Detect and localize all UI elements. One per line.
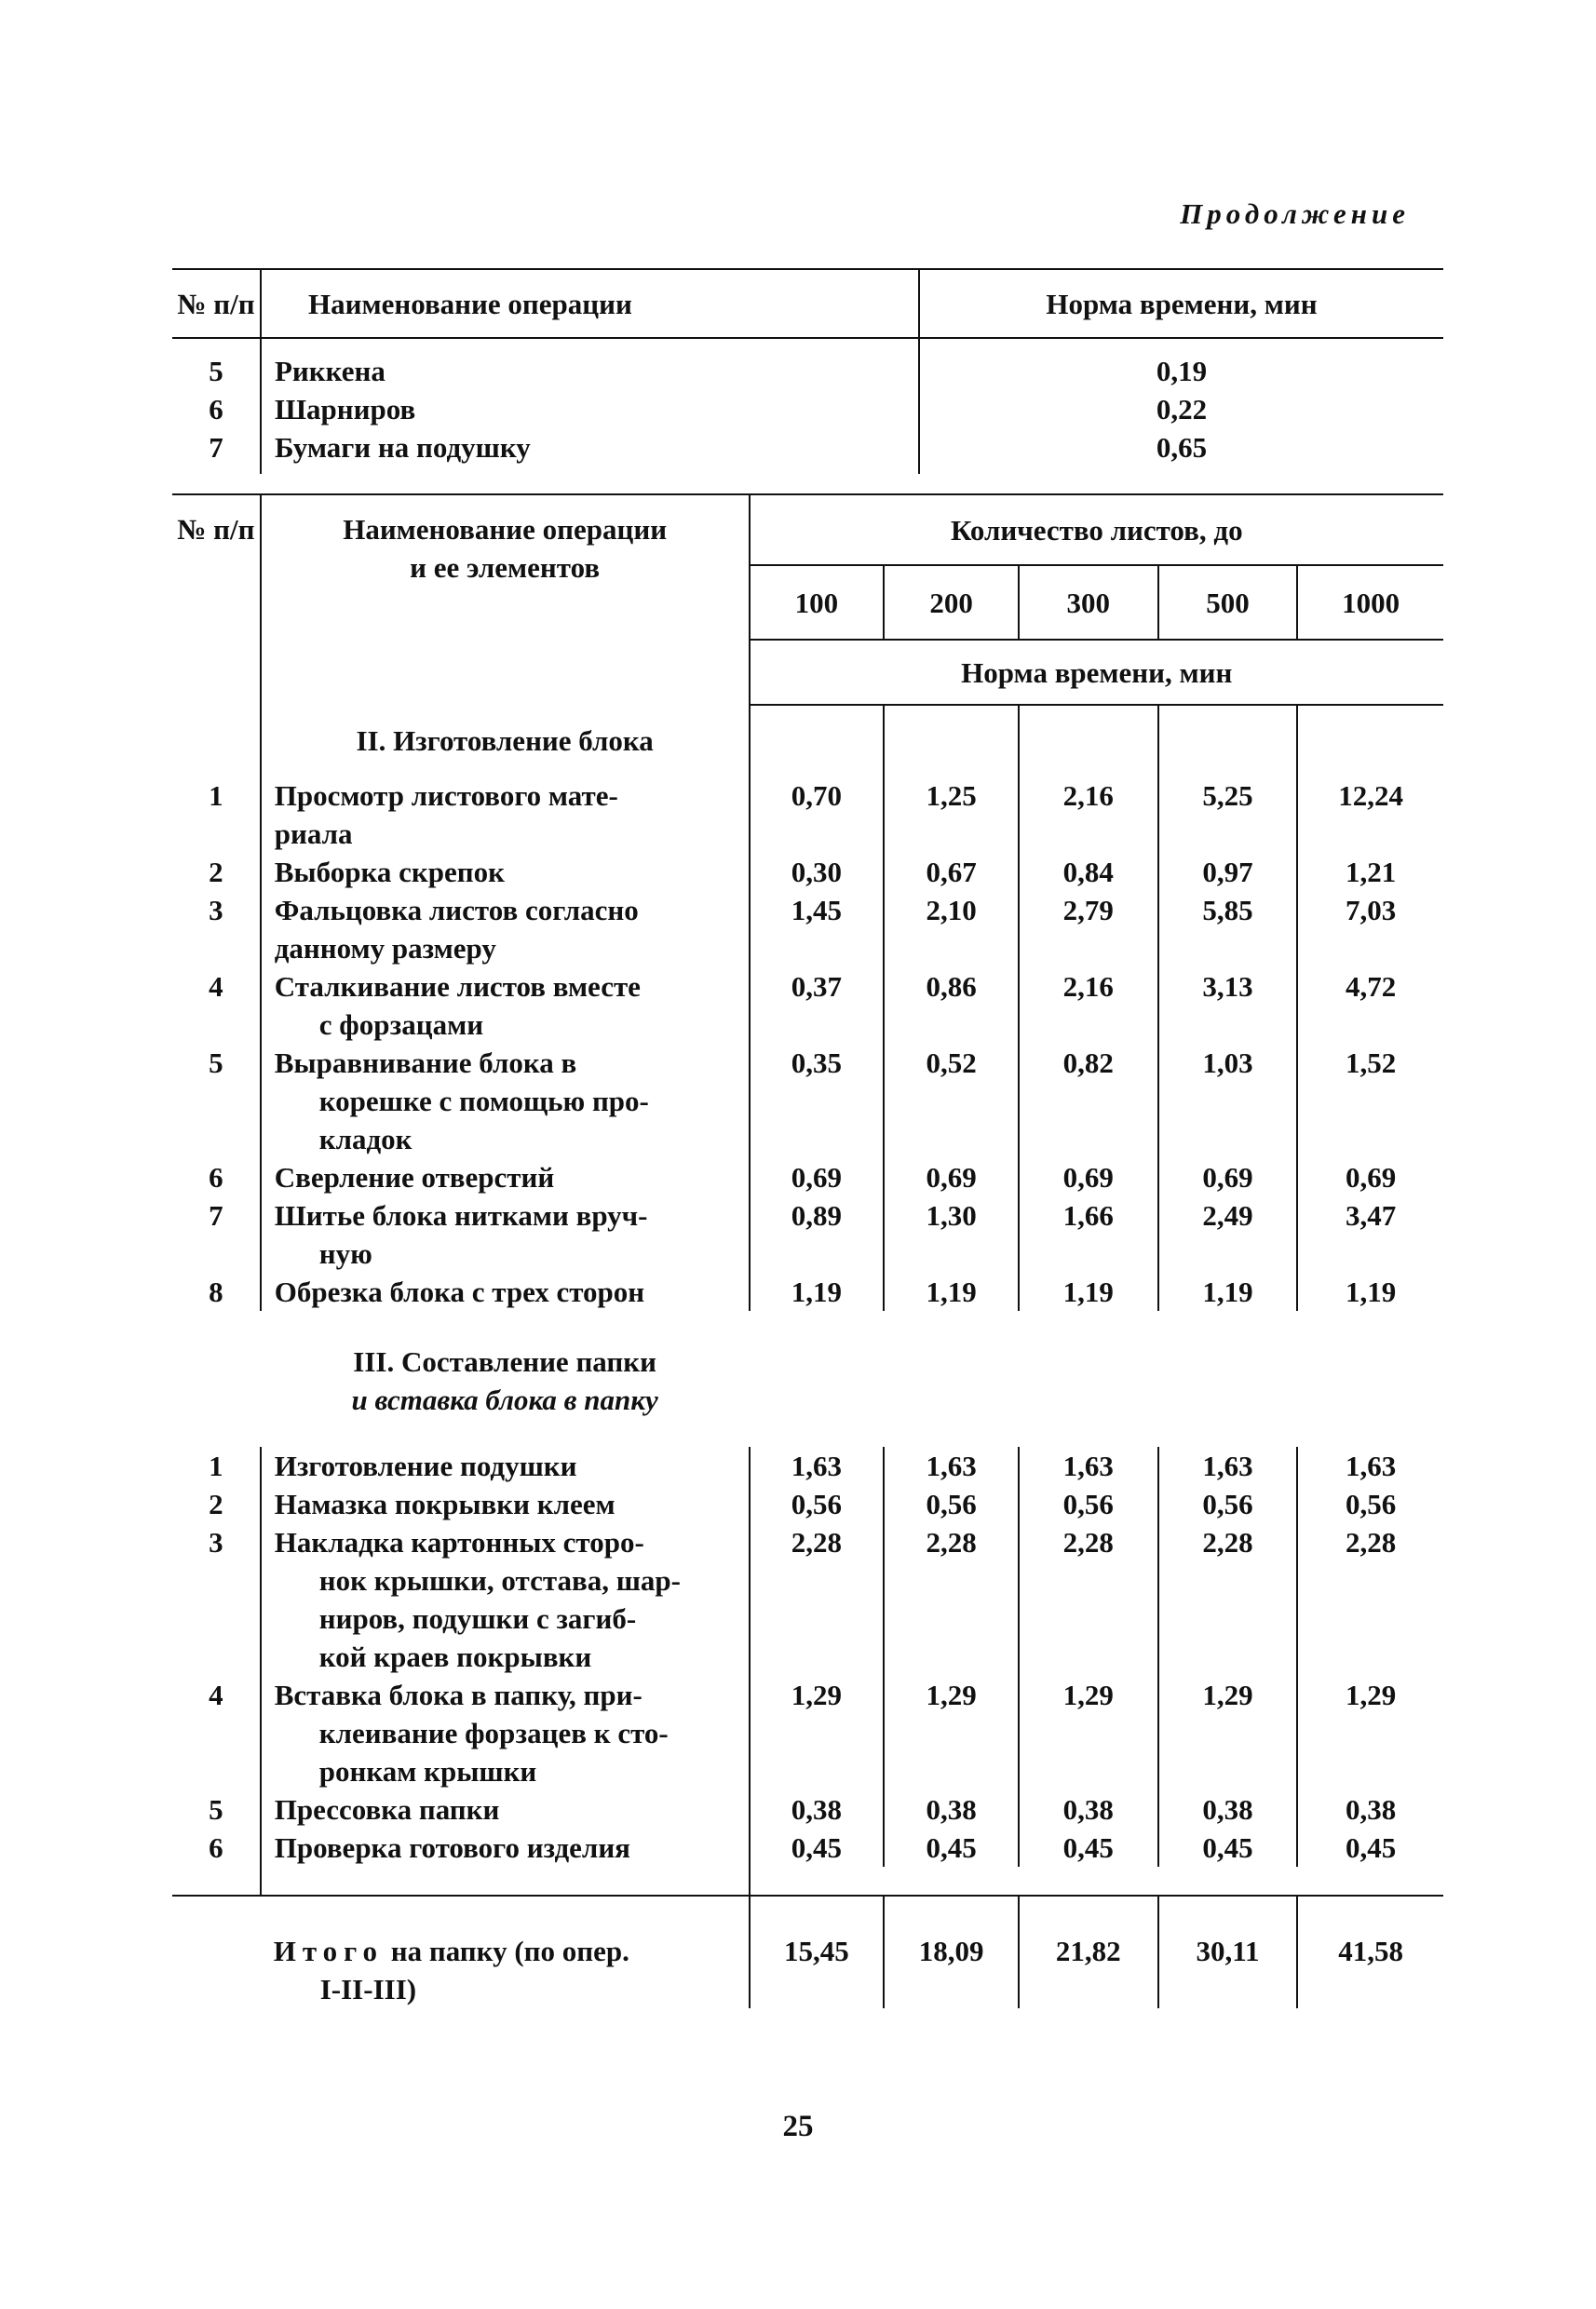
table-row — [172, 1273, 1443, 1311]
row-value: 1,52 — [1346, 1046, 1397, 1079]
header-num: № п/п — [172, 269, 261, 338]
row-value: 1,45 — [750, 891, 885, 967]
table-row — [172, 1196, 1443, 1273]
row-name-line: Фальцовка листов согласно — [274, 894, 639, 926]
row-name: Шарниров — [261, 390, 919, 428]
row-name-line: с форзацами — [318, 1008, 484, 1041]
row-name-line: ронкам крышки — [318, 1755, 537, 1788]
row-name-line: Шитье блока нитками вруч- — [274, 1199, 648, 1232]
row-num: 6 — [172, 1158, 261, 1196]
row-value: 0,86 — [884, 967, 1019, 1044]
row-name-line: ную — [318, 1237, 372, 1270]
row-name: Изготовление подушки — [261, 1447, 750, 1485]
total-label-line2: I-II-III) — [319, 1973, 417, 2005]
row-value: 12,24 — [1338, 779, 1404, 812]
row-name — [261, 1196, 750, 1273]
row-value: 2,28 — [884, 1523, 1019, 1676]
row-num: 6 — [172, 390, 261, 428]
header-operation-name: Наименование операции — [261, 269, 919, 338]
row-value: 1,29 — [750, 1676, 885, 1790]
header-sheet-count: Количество листов, до — [750, 494, 1443, 565]
row-value: 2,79 — [1019, 891, 1158, 967]
total-label — [261, 1896, 750, 2008]
section-title-line: III. Составление папки — [353, 1345, 656, 1378]
row-value: 0,22 — [1156, 393, 1208, 425]
spacer-row — [172, 1867, 1443, 1896]
row-name-line: Сталкивание листов вместе — [274, 970, 641, 1003]
row-value: 0,56 — [1019, 1485, 1158, 1523]
table-row — [172, 1447, 1443, 1485]
row-value: 0,30 — [750, 853, 885, 891]
section-title-line: и вставка блока в папку — [351, 1384, 658, 1416]
table-row — [172, 1158, 1443, 1196]
row-value: 2,28 — [1346, 1526, 1397, 1559]
continuation-label: Продолжение — [1180, 197, 1410, 230]
row-value: 0,52 — [884, 1044, 1019, 1158]
row-num: 8 — [172, 1273, 261, 1311]
table-row — [172, 1829, 1443, 1867]
header-name-line2: и ее элементов — [410, 551, 601, 584]
row-value: 2,28 — [1158, 1523, 1298, 1676]
row-name-line: кладок — [318, 1123, 413, 1155]
table-row — [172, 1790, 1443, 1829]
table-row — [172, 1676, 1443, 1790]
header-size: 100 — [750, 565, 885, 640]
row-value: 1,66 — [1019, 1196, 1158, 1273]
row-value: 1,30 — [884, 1196, 1019, 1273]
row-value: 4,72 — [1346, 970, 1397, 1003]
row-value: 1,63 — [1019, 1447, 1158, 1485]
row-value: 1,63 — [750, 1447, 885, 1485]
page-number: 25 — [782, 2110, 814, 2143]
row-name-line: корешке с помощью про- — [318, 1085, 649, 1117]
row-value: 2,49 — [1158, 1196, 1298, 1273]
table-header-row — [172, 269, 1443, 338]
row-value: 0,45 — [1019, 1829, 1158, 1867]
header-operation-name — [261, 494, 750, 705]
row-name-line: Накладка картонных сторо- — [274, 1526, 644, 1559]
table-row — [172, 428, 1443, 474]
row-value: 2,28 — [1019, 1523, 1158, 1676]
row-value: 1,63 — [884, 1447, 1019, 1485]
row-name: Бумаги на подушку — [261, 428, 919, 474]
row-value: 0,56 — [1346, 1488, 1397, 1520]
table-row — [172, 891, 1443, 967]
row-value: 1,63 — [1158, 1447, 1298, 1485]
row-value: 0,38 — [1346, 1793, 1397, 1826]
header-time-norm: Норма времени, мин — [750, 640, 1443, 705]
row-value: 1,19 — [884, 1273, 1019, 1311]
total-row — [172, 1896, 1443, 2008]
table-row — [172, 390, 1443, 428]
row-value: 1,25 — [884, 776, 1019, 853]
row-value: 1,29 — [1158, 1676, 1298, 1790]
row-value: 0,37 — [750, 967, 885, 1044]
row-num: 7 — [172, 1196, 261, 1273]
section-title: II. Изготовление блока — [261, 705, 750, 776]
row-num: 1 — [172, 776, 261, 853]
row-name: Выборка скрепок — [261, 853, 750, 891]
table-row — [172, 776, 1443, 853]
total-label-rest: на папку (по опер. — [390, 1935, 629, 1967]
table-row — [172, 1523, 1443, 1676]
row-value: 1,29 — [884, 1676, 1019, 1790]
row-value: 1,19 — [1019, 1273, 1158, 1311]
row-value: 0,56 — [750, 1485, 885, 1523]
row-value: 1,63 — [1346, 1450, 1397, 1482]
row-value: 1,03 — [1158, 1044, 1298, 1158]
row-value: 0,19 — [1156, 355, 1208, 387]
row-num: 6 — [172, 1829, 261, 1867]
row-value: 0,38 — [884, 1790, 1019, 1829]
row-value: 1,19 — [750, 1273, 885, 1311]
row-value: 0,69 — [750, 1158, 885, 1196]
row-name — [261, 967, 750, 1044]
row-num: 5 — [172, 1044, 261, 1158]
row-value: 1,19 — [1158, 1273, 1298, 1311]
total-value: 30,11 — [1158, 1896, 1298, 2008]
row-value: 0,69 — [1346, 1161, 1397, 1194]
row-num: 1 — [172, 1447, 261, 1485]
total-value: 18,09 — [884, 1896, 1019, 2008]
total-value: 15,45 — [750, 1896, 885, 2008]
operations-table-main — [172, 493, 1443, 2008]
header-time-norm: Норма времени, мин — [919, 269, 1443, 338]
row-name-line: нок крышки, отстава, шар- — [318, 1564, 681, 1597]
row-value: 1,29 — [1019, 1676, 1158, 1790]
table-row — [172, 853, 1443, 891]
section-title-row — [172, 705, 1443, 776]
row-value: 0,65 — [1156, 431, 1208, 464]
table-row — [172, 1485, 1443, 1523]
header-num: № п/п — [172, 494, 261, 705]
row-name-line: Выравнивание блока в — [274, 1046, 577, 1079]
operations-table-top — [172, 268, 1443, 474]
row-name-line: Просмотр листового мате- — [274, 779, 618, 812]
row-value: 0,56 — [884, 1485, 1019, 1523]
row-value: 0,45 — [1158, 1829, 1298, 1867]
section-title-row — [172, 1311, 1443, 1447]
row-value: 2,28 — [750, 1523, 885, 1676]
row-value: 3,47 — [1346, 1199, 1397, 1232]
row-value: 5,25 — [1158, 776, 1298, 853]
row-name: Проверка готового изделия — [261, 1829, 750, 1867]
row-name — [261, 1676, 750, 1790]
row-name-line: данному размеру — [274, 932, 496, 965]
row-value: 0,45 — [750, 1829, 885, 1867]
row-value: 5,85 — [1158, 891, 1298, 967]
row-value: 0,38 — [1019, 1790, 1158, 1829]
row-value: 0,45 — [1346, 1831, 1397, 1864]
row-value: 0,84 — [1019, 853, 1158, 891]
row-value: 0,69 — [884, 1158, 1019, 1196]
row-num: 4 — [172, 967, 261, 1044]
row-value: 1,19 — [1346, 1276, 1397, 1308]
row-value: 0,56 — [1158, 1485, 1298, 1523]
table-header-row — [172, 494, 1443, 565]
total-value: 21,82 — [1019, 1896, 1158, 2008]
row-name: Прессовка папки — [261, 1790, 750, 1829]
row-value: 0,89 — [750, 1196, 885, 1273]
row-name: Намазка покрывки клеем — [261, 1485, 750, 1523]
header-size: 500 — [1158, 565, 1298, 640]
table-row — [172, 338, 1443, 390]
row-value: 0,45 — [884, 1829, 1019, 1867]
table-row — [172, 1044, 1443, 1158]
row-value: 7,03 — [1346, 894, 1397, 926]
row-value: 0,38 — [750, 1790, 885, 1829]
row-num: 2 — [172, 853, 261, 891]
section-title — [261, 1311, 750, 1447]
row-num: 7 — [172, 428, 261, 474]
row-num: 3 — [172, 1523, 261, 1676]
row-num: 5 — [172, 338, 261, 390]
row-value: 1,21 — [1346, 856, 1397, 888]
row-value: 0,38 — [1158, 1790, 1298, 1829]
row-name: Обрезка блока с трех сторон — [261, 1273, 750, 1311]
row-num: 3 — [172, 891, 261, 967]
row-value: 1,29 — [1346, 1679, 1397, 1711]
row-value: 3,13 — [1158, 967, 1298, 1044]
row-num: 2 — [172, 1485, 261, 1523]
row-num: 5 — [172, 1790, 261, 1829]
row-value: 2,16 — [1019, 967, 1158, 1044]
header-size: 300 — [1019, 565, 1158, 640]
row-name: Риккена — [261, 338, 919, 390]
row-value: 0,70 — [750, 776, 885, 853]
row-value: 2,16 — [1019, 776, 1158, 853]
row-name: Сверление отверстий — [261, 1158, 750, 1196]
row-name — [261, 1044, 750, 1158]
row-name — [261, 891, 750, 967]
row-value: 0,67 — [884, 853, 1019, 891]
row-value: 0,97 — [1158, 853, 1298, 891]
header-name-line1: Наименование операции — [343, 513, 668, 546]
row-name — [261, 776, 750, 853]
header-size: 200 — [884, 565, 1019, 640]
row-num: 4 — [172, 1676, 261, 1790]
row-name-line: ниров, подушки с загиб- — [318, 1602, 637, 1635]
table-row — [172, 967, 1443, 1044]
row-name-line: Вставка блока в папку, при- — [274, 1679, 642, 1711]
row-value: 0,69 — [1158, 1158, 1298, 1196]
row-name-line: кой краев покрывки — [318, 1641, 592, 1673]
row-value: 0,82 — [1019, 1044, 1158, 1158]
header-size: 1000 — [1297, 565, 1443, 640]
total-label-word: Итого — [273, 1935, 384, 1967]
total-value: 41,58 — [1297, 1896, 1443, 2008]
row-value: 0,69 — [1019, 1158, 1158, 1196]
row-value: 2,10 — [884, 891, 1019, 967]
row-name-line: клеивание форзацев к сто- — [318, 1717, 669, 1749]
row-value: 0,35 — [750, 1044, 885, 1158]
row-name — [261, 1523, 750, 1676]
row-name-line: риала — [274, 817, 353, 850]
